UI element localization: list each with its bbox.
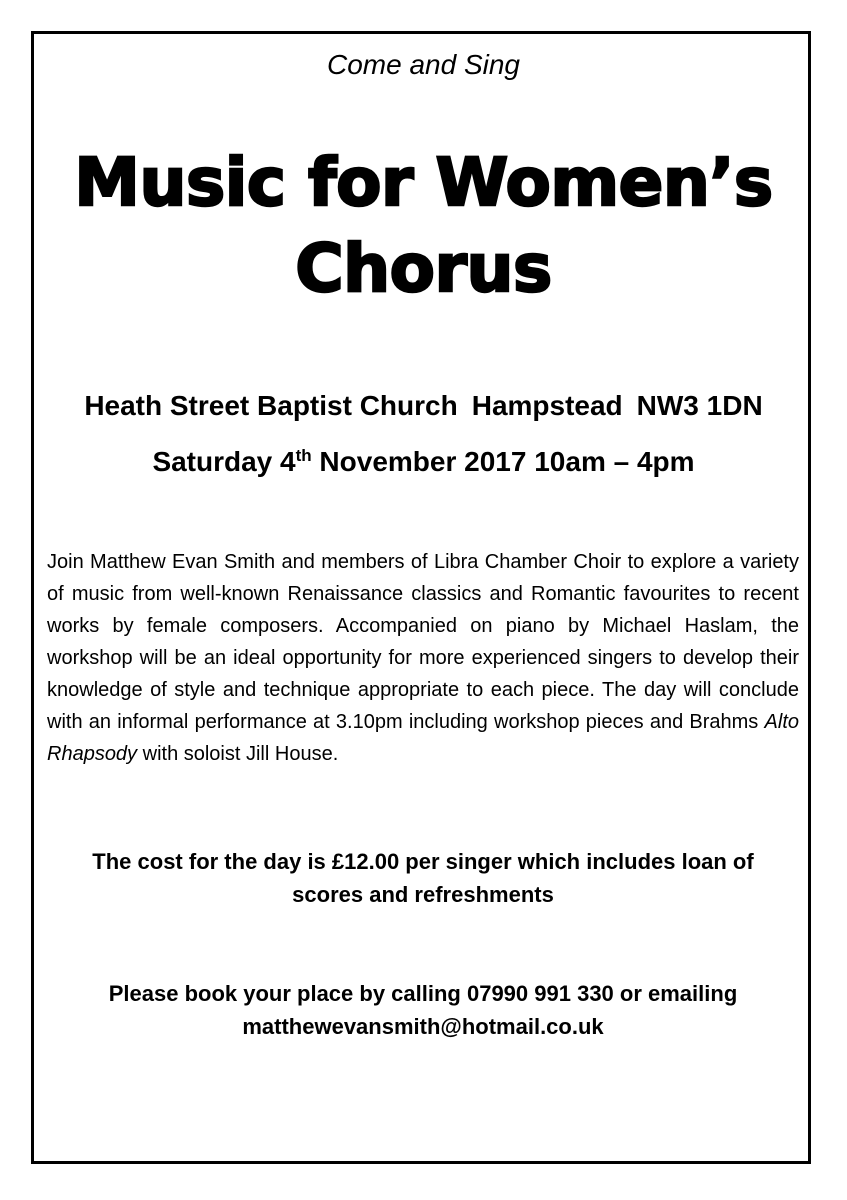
eyebrow-text: Come and Sing xyxy=(326,49,520,80)
title-line-2: Chorus xyxy=(295,230,552,307)
date-day: Saturday 4 xyxy=(152,446,296,477)
description-end: with soloist Jill House. xyxy=(137,743,339,765)
description-main: Join Matthew Evan Smith and members of Libra Chamber Choir to explore a variety of music from well-known Renaissance classics and Romantic favourites to recent works by female composers. Accompanied on piano by Michael Haslam, the workshop will be an ideal opportunity for more experienced singers to develop their knowledge of style and technique appropriate to each piece. The day will conclude with an informal performance at 3.10pm including workshop pieces and Brahms xyxy=(47,551,799,733)
date-rest: November 2017 10am – 4pm xyxy=(311,446,695,477)
event-description xyxy=(47,546,799,770)
poster-title xyxy=(0,140,847,312)
venue-area: Hampstead xyxy=(471,390,623,421)
date-line xyxy=(0,440,847,484)
booking-info xyxy=(47,977,799,1043)
description-work-title: Alto Rhapsody xyxy=(47,711,799,765)
venue-postcode: NW3 1DN xyxy=(636,390,763,421)
cost-line-2: scores and refreshments xyxy=(292,882,554,907)
venue-name: Heath Street Baptist Church xyxy=(84,390,458,421)
booking-email: matthewevansmith@hotmail.co.uk xyxy=(242,1014,604,1039)
cost-line-1: The cost for the day is £12.00 per singer which includes loan of xyxy=(92,849,754,874)
booking-line-1: Please book your place by calling 07990 991 330 or emailing xyxy=(108,981,738,1006)
title-line-1: Music for Women’s xyxy=(74,144,773,221)
venue-line xyxy=(0,384,847,428)
date-ordinal: th xyxy=(295,446,312,465)
cost-info xyxy=(47,845,799,911)
